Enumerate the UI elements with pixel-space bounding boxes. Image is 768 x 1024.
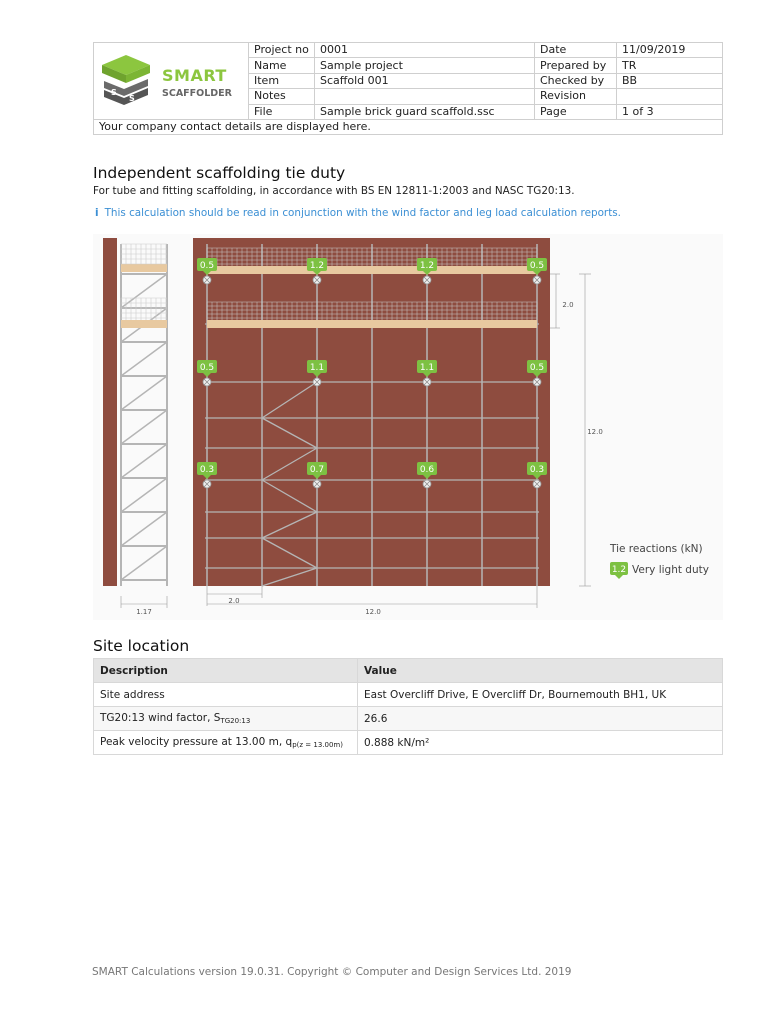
tie-value: 0.3 bbox=[529, 465, 545, 475]
label-prepared-by: Prepared by bbox=[535, 58, 617, 73]
section-title-tie-duty: Independent scaffolding tie duty bbox=[93, 164, 346, 182]
value-item: Scaffold 001 bbox=[315, 73, 535, 88]
value-name: Sample project bbox=[315, 58, 535, 73]
tie-value: 1.1 bbox=[419, 363, 435, 373]
front-board bbox=[207, 266, 537, 274]
dim-total-width-label: 12.0 bbox=[365, 608, 381, 616]
label-item: Item bbox=[249, 73, 315, 88]
label-revision: Revision bbox=[535, 89, 617, 104]
label-date: Date bbox=[535, 43, 617, 58]
legend-title: Tie reactions (kN) bbox=[610, 543, 703, 555]
logo-cell bbox=[94, 43, 249, 120]
row-desc-peak-pressure: Peak velocity pressure at 13.00 m, $q_{p(z = 13.00m)}$ bbox=[94, 731, 358, 755]
row-value-wind-factor: 26.6 bbox=[358, 707, 723, 731]
value-checked-by: BB bbox=[617, 73, 723, 88]
scaffold-diagram bbox=[93, 234, 723, 620]
label-checked-by: Checked by bbox=[535, 73, 617, 88]
tie-value: 1.1 bbox=[309, 363, 325, 373]
footer-copyright: SMART Calculations version 19.0.31. Copyright © Computer and Design Services Ltd. 2019 bbox=[92, 966, 572, 978]
value-notes bbox=[315, 89, 535, 104]
label-notes: Notes bbox=[249, 89, 315, 104]
dim-bay-width-label: 2.0 bbox=[228, 597, 240, 605]
header-table bbox=[93, 42, 723, 135]
tie-value: 0.6 bbox=[419, 465, 435, 475]
section-subtitle: For tube and fitting scaffolding, in accordance with BS EN 12811-1:2003 and NASC TG20:13. bbox=[93, 185, 575, 197]
value-page: 1 of 3 bbox=[617, 104, 723, 119]
side-wall bbox=[103, 238, 117, 586]
table-row bbox=[94, 683, 723, 707]
row-desc-site-address: Site address bbox=[94, 683, 358, 707]
label-project-no: Project no bbox=[249, 43, 315, 58]
legend-label: Very light duty bbox=[632, 564, 709, 576]
row-value-peak-pressure: 0.888 kN/m² bbox=[358, 731, 723, 755]
value-revision bbox=[617, 89, 723, 104]
tie-value: 0.7 bbox=[309, 465, 325, 475]
info-note bbox=[95, 207, 621, 219]
front-board bbox=[207, 320, 537, 328]
tie-value: 0.5 bbox=[529, 261, 545, 271]
dim-side-width-label: 1.17 bbox=[136, 608, 152, 616]
table-header-row bbox=[94, 659, 723, 683]
info-text: This calculation should be read in conjunction with the wind factor and leg load calculation reports. bbox=[104, 207, 621, 219]
label-file: File bbox=[249, 104, 315, 119]
dim-lift-height-label: 2.0 bbox=[562, 301, 574, 309]
tie-value: 0.3 bbox=[199, 465, 215, 475]
row-desc-wind-factor: TG20:13 wind factor, $S_{TG20:13}$ bbox=[94, 707, 358, 731]
value-project-no: 0001 bbox=[315, 43, 535, 58]
value-file: Sample brick guard scaffold.ssc bbox=[315, 104, 535, 119]
value-date: 11/09/2019 bbox=[617, 43, 723, 58]
header-description: Description bbox=[94, 659, 358, 683]
header-value: Value bbox=[358, 659, 723, 683]
label-name: Name bbox=[249, 58, 315, 73]
info-icon: i bbox=[95, 207, 99, 219]
side-board bbox=[121, 264, 167, 272]
tie-value: 0.5 bbox=[529, 363, 545, 373]
value-prepared-by: TR bbox=[617, 58, 723, 73]
table-row bbox=[94, 731, 723, 755]
tie-value: 0.5 bbox=[199, 363, 215, 373]
row-value-site-address: East Overcliff Drive, E Overcliff Dr, Bournemouth BH1, UK bbox=[358, 683, 723, 707]
svg-text:S: S bbox=[111, 88, 117, 97]
logo-text-scaffolder: SCAFFOLDER bbox=[162, 88, 232, 99]
tie-value: 0.5 bbox=[199, 261, 215, 271]
company-contact: Your company contact details are displayed here. bbox=[94, 120, 723, 135]
dim-total-height-label: 12.0 bbox=[587, 428, 603, 436]
smart-scaffolder-logo bbox=[94, 43, 248, 119]
tie-value: 1.2 bbox=[419, 261, 435, 271]
tie-value: 1.2 bbox=[309, 261, 325, 271]
logo-text-smart: SMART bbox=[162, 66, 227, 85]
front-elevation bbox=[193, 238, 550, 586]
scaffold-drawing bbox=[93, 234, 723, 620]
site-location-table bbox=[93, 658, 723, 755]
legend-sample: 1.2 bbox=[611, 565, 627, 575]
table-row bbox=[94, 707, 723, 731]
svg-text:S: S bbox=[129, 94, 135, 103]
label-page: Page bbox=[535, 104, 617, 119]
side-board bbox=[121, 320, 167, 328]
section-title-site-location: Site location bbox=[93, 637, 190, 655]
